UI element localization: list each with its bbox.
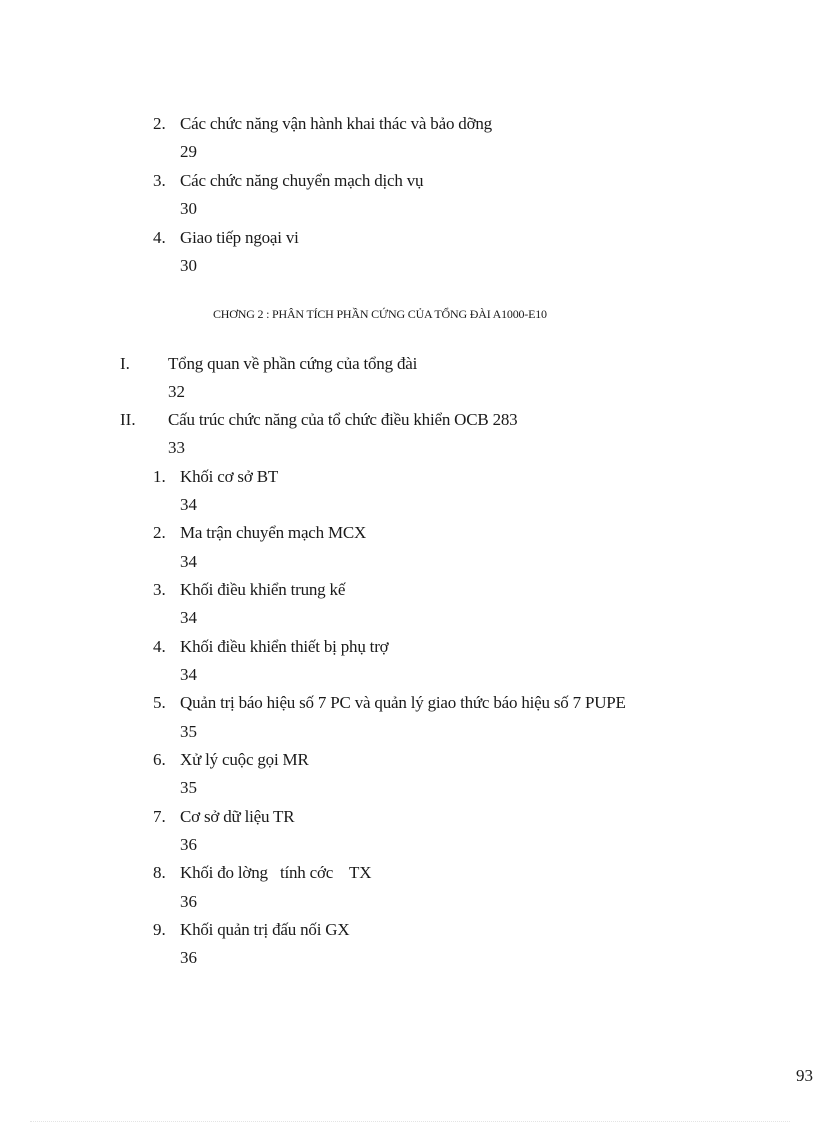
entry-title: Các chức năng vận hành khai thác và bảo dỡng xyxy=(180,114,492,133)
entry-page: 36 xyxy=(180,948,197,967)
entry-page: 34 xyxy=(180,552,197,571)
entry-title: Các chức năng chuyển mạch dịch vụ xyxy=(180,171,424,190)
page-number: 93 xyxy=(796,1066,813,1085)
entry-page: 36 xyxy=(180,835,197,854)
entry-title: Cấu trúc chức năng của tổ chức điều khiển OCB 283 xyxy=(168,410,518,429)
entry-title: Giao tiếp ngoại vi xyxy=(180,228,299,247)
entry-page: 30 xyxy=(180,199,197,218)
entry-number: 4. xyxy=(153,637,166,656)
entry-number: 3. xyxy=(153,580,166,599)
footer-divider xyxy=(30,1121,790,1122)
entry-number: 8. xyxy=(153,863,166,882)
entry-title: Cơ sở dữ liệu TR xyxy=(180,807,295,826)
entry-page: 36 xyxy=(180,892,197,911)
entry-page: 32 xyxy=(168,382,185,401)
entry-title: Khối cơ sở BT xyxy=(180,467,279,486)
entry-page: 29 xyxy=(180,142,197,161)
entry-number: 9. xyxy=(153,920,166,939)
entry-title: Khối điều khiển trung kế xyxy=(180,580,346,599)
entry-number: 2. xyxy=(153,523,166,542)
entry-number: 1. xyxy=(153,467,166,486)
entry-title: Ma trận chuyển mạch MCX xyxy=(180,523,367,542)
entry-number: 2. xyxy=(153,114,166,133)
entry-page: 34 xyxy=(180,495,197,514)
entry-page: 33 xyxy=(168,438,185,457)
entry-number: II. xyxy=(120,410,136,429)
entry-number: 7. xyxy=(153,807,166,826)
entry-title: Khối quản trị đấu nối GX xyxy=(180,920,350,939)
entry-title: Khối điều khiển thiết bị phụ trợ xyxy=(180,637,389,656)
entry-title: Quản trị báo hiệu số 7 PC và quản lý giao thức báo hiệu số 7 PUPE xyxy=(180,693,626,712)
entry-number: 5. xyxy=(153,693,166,712)
entry-number: 6. xyxy=(153,750,166,769)
entry-title: Khối đo lờng tính cớc TX xyxy=(180,863,372,882)
entry-page: 34 xyxy=(180,608,197,627)
entry-page: 34 xyxy=(180,665,197,684)
entry-title: Tổng quan về phần cứng của tổng đài xyxy=(168,354,418,373)
entry-number: 3. xyxy=(153,171,166,190)
entry-page: 35 xyxy=(180,722,197,741)
entry-page: 35 xyxy=(180,778,197,797)
entry-title: Xử lý cuộc gọi MR xyxy=(180,750,309,769)
entry-number: I. xyxy=(120,354,130,373)
entry-number: 4. xyxy=(153,228,166,247)
chapter-heading: CHƠNG 2 : PHÂN TÍCH PHẦN CỨNG CỦA TỔNG ĐÀI A1000-E10 xyxy=(213,307,547,321)
entry-page: 30 xyxy=(180,256,197,275)
